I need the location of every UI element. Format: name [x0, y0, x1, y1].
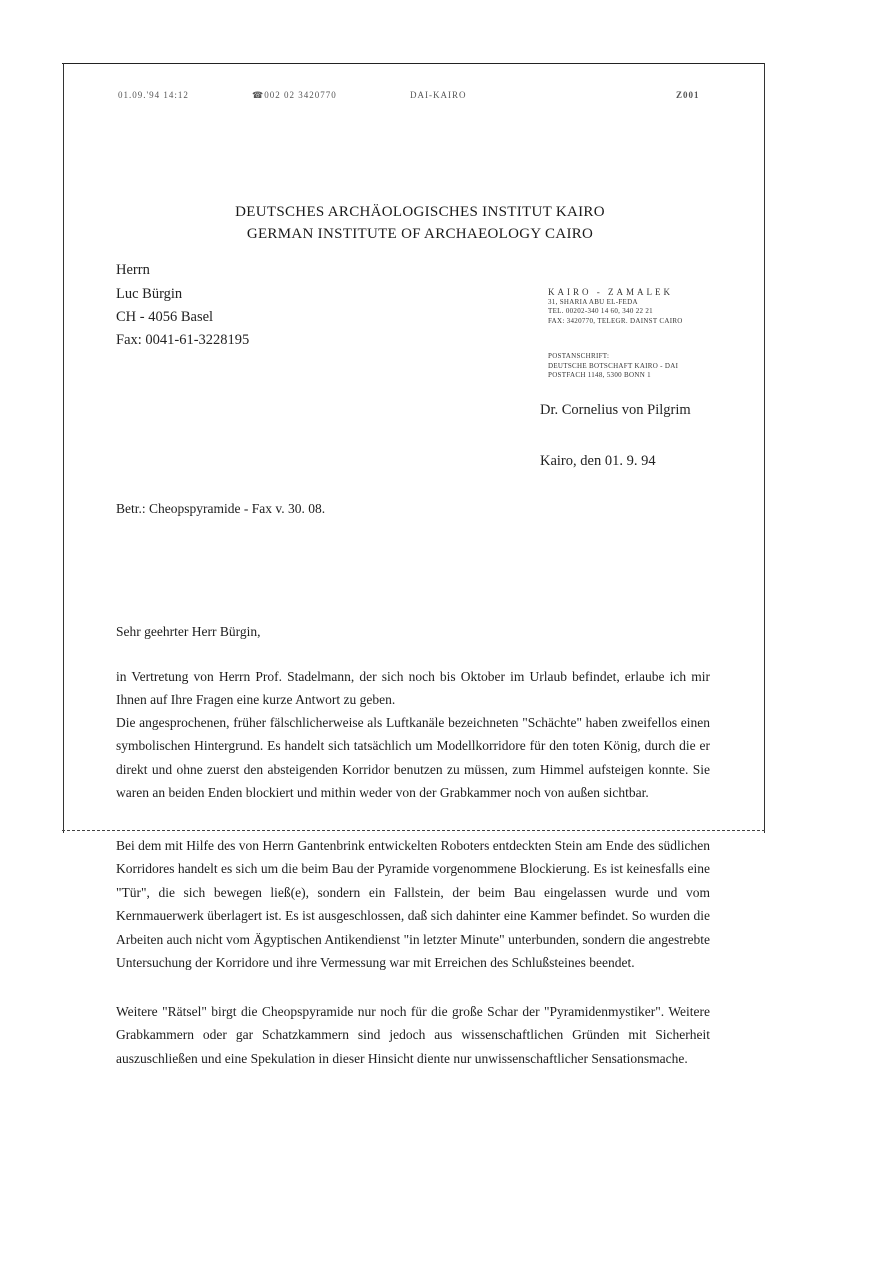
greeting: Sehr geehrter Herr Bürgin,	[116, 624, 261, 639]
postal-address-block	[548, 352, 678, 381]
postal-label: POSTANSCHRIFT:	[548, 352, 610, 360]
frame-bottom-border	[62, 830, 765, 831]
recipient-fax: Fax: 0041-61-3228195	[116, 332, 250, 348]
fax-page-number: Z001	[676, 90, 700, 100]
postal-line-2: POSTFACH 1148, 5300 BONN 1	[548, 371, 651, 379]
subject-line: Betr.: Cheopspyramide - Fax v. 30. 08.	[116, 501, 326, 516]
frame-top-border	[62, 63, 765, 64]
office-tel: TEL. 00202-340 14 60, 340 22 21	[548, 307, 653, 315]
body-paragraph-1: in Vertretung von Herrn Prof. Stadelmann, der sich noch bis Oktober im Urlaub befindet, erlaube ich mir Ihnen auf Ihre Fragen eine kurze Antwort zu geben.	[116, 669, 710, 708]
fax-datetime: 01.09.'94 14:12	[118, 90, 189, 100]
office-fax-telegr: FAX: 3420770, TELEGR. DAINST CAIRO	[548, 316, 683, 325]
fax-phone: ☎002 02 3420770	[252, 90, 337, 100]
recipient-name: Luc Bürgin	[116, 286, 183, 302]
body-paragraph-3: Bei dem mit Hilfe des von Herrn Gantenbrink entwickelten Roboters entdeckten Stein am Ende des südlichen Korridores handelt es sich um die beim Bau der Pyramide vorgenommene Blockierung. Es ist keinesfalls eine "Tür", die sich bewegen ließ(e), sondern ein Fallstein, der beim Bau eingelassen wurde und vom Kernmauerwerk überlagert ist. Es ist ausgeschlossen, daß sich dahinter eine Kammer befindet. So wurden die Arbeiten auch nicht vom Ägyptischen Antikendienst "in letzter Minute" unterbunden, sondern die angestrebte Untersuchung der Korridore und ihre Vermessung war mit Erreichen des Schlußsteines beendet.	[116, 838, 710, 971]
institute-title-en: GERMAN INSTITUTE OF ARCHAEOLOGY CAIRO	[246, 226, 594, 242]
recipient-city: CH - 4056 Basel	[116, 309, 214, 325]
sender-name: Dr. Cornelius von Pilgrim	[540, 402, 691, 418]
institute-title-de: DEUTSCHES ARCHÄOLOGISCHES INSTITUT KAIRO	[235, 204, 605, 220]
fax-sender: DAI-KAIRO	[410, 90, 467, 100]
body-paragraph-2: Die angesprochenen, früher fälschlicherweise als Luftkanäle bezeichneten "Schächte" haben zweifellos einen symbolischen Hintergrund. Es handelt sich tatsächlich um Modellkorridore für den toten König, durch die er direkt und ohne zuerst den absteigenden Korridor benutzen zu müssen, zum Himmel aufsteigen konnte. Sie waren an beiden Enden blockiert und mithin weder von der Grabkammer noch von außen sichtbar.	[116, 715, 710, 801]
place-date: Kairo, den 01. 9. 94	[540, 453, 656, 469]
recipient-salutation: Herrn	[116, 262, 150, 278]
body-paragraph-4: Weitere "Rätsel" birgt die Cheopspyramide nur noch für die große Schar der "Pyramidenmystiker". Weitere Grabkammern oder gar Schatzkammern sind jedoch aus wissenschaftlichen Gründen mit Sicherheit auszuschließen und eine Spekulation in dieser Hinsicht diente nur unwissenschaftlicher Sensationsmache.	[116, 1004, 710, 1066]
office-location: KAIRO - ZAMALEK	[548, 287, 673, 297]
postal-line-1: DEUTSCHE BOTSCHAFT KAIRO - DAI	[548, 361, 679, 370]
office-street: 31, SHARIA ABU EL-FEDA	[548, 297, 638, 306]
frame-left-border	[63, 63, 64, 833]
office-address-block	[548, 288, 683, 326]
frame-right-border	[764, 63, 765, 833]
